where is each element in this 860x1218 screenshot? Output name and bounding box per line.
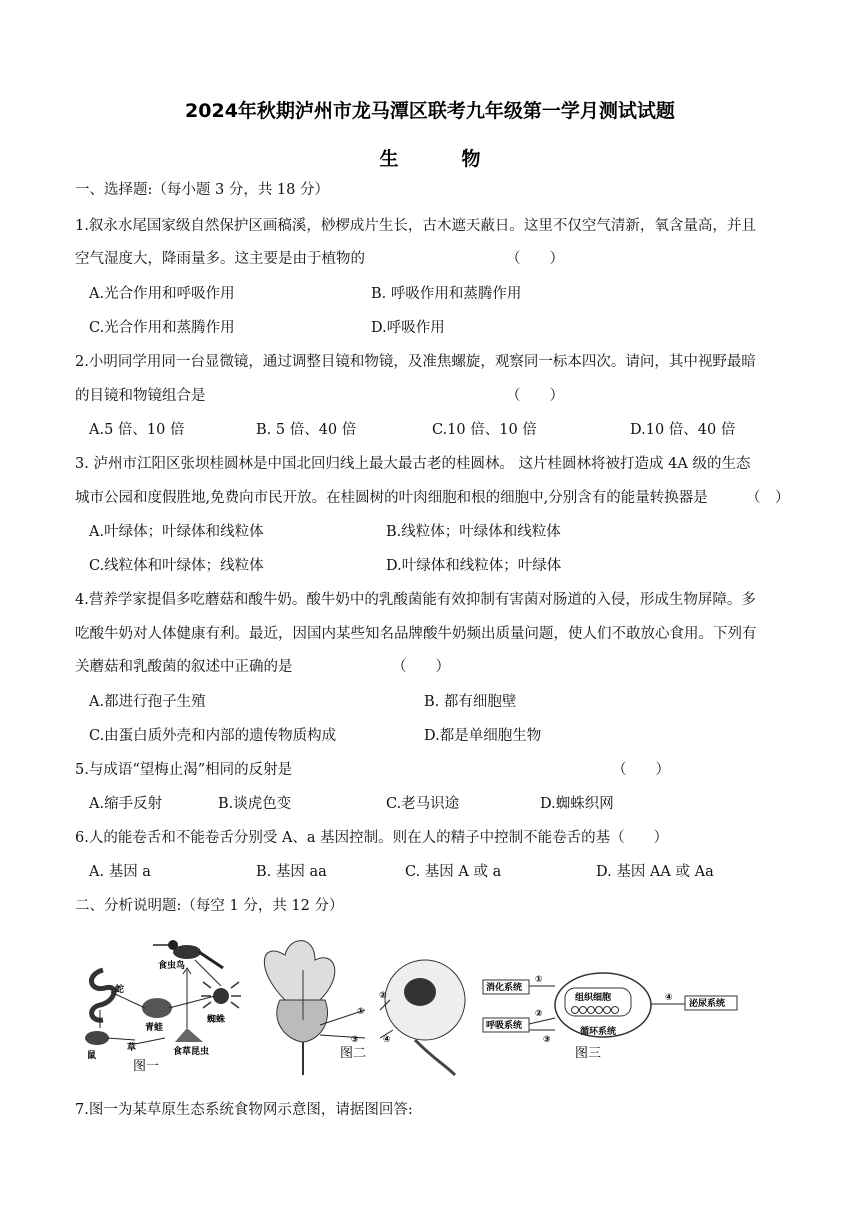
figure-two <box>264 941 465 1075</box>
option-a: A.5 倍、10 倍 <box>89 422 185 438</box>
label-spider: 蜘蛛 <box>207 1015 226 1025</box>
peach-drawing <box>385 960 465 1075</box>
mark-1: ① <box>535 975 543 985</box>
label-digest: 消化系统 <box>486 983 523 993</box>
label-tissue: 组织细胞 <box>575 993 612 1003</box>
option-c: C.线粒体和叶绿体；线粒体 <box>89 558 264 574</box>
label-circ: 循环系统 <box>580 1027 617 1037</box>
question-text: 7.图一为某草原生态系统食物网示意图，请据图回答: <box>75 1102 413 1118</box>
option-c: C.由蛋白质外壳和内部的遗传物质构成 <box>89 728 337 744</box>
option-b: B.线粒体；叶绿体和线粒体 <box>386 524 561 540</box>
option-a: A.光合作用和呼吸作用 <box>89 286 235 302</box>
label-grass: 草 <box>127 1043 137 1053</box>
question-text: 4.营养学家提倡多吃蘑菇和酸牛奶。酸牛奶中的乳酸菌能有效抑制有害菌对肠道的入侵，形成生物屏障。多 <box>75 592 756 608</box>
mouse-drawing <box>85 1031 109 1045</box>
option-a: A.叶绿体；叶绿体和线粒体 <box>89 524 264 540</box>
flower-arrows <box>320 1000 393 1038</box>
option-d: D.叶绿体和线粒体；叶绿体 <box>386 558 562 574</box>
snake-drawing <box>91 970 114 1020</box>
question-text: 空气湿度大，降雨量多。这主要是由于植物的 <box>75 251 365 267</box>
figures-strip <box>75 930 765 1080</box>
insect-drawing <box>175 1028 203 1042</box>
mark-1: ① <box>357 1007 365 1017</box>
answer-bracket: （ ） <box>746 490 790 506</box>
option-c: C. 基因 A 或 a <box>405 864 502 880</box>
label-insect: 食草昆虫 <box>173 1047 210 1057</box>
figure-one-caption: 图一 <box>133 1059 160 1074</box>
cell-dots <box>572 1007 619 1014</box>
figure-three <box>483 973 737 1061</box>
answer-bracket: （ ） <box>392 659 450 675</box>
option-d: D. 基因 AA 或 Aa <box>596 864 714 880</box>
answer-bracket: （ ） <box>506 251 564 267</box>
label-resp: 呼吸系统 <box>486 1021 523 1031</box>
option-c: C.10 倍、10 倍 <box>432 422 537 438</box>
figure-two-caption: 图二 <box>340 1046 367 1061</box>
mark-3: ③ <box>543 1035 551 1045</box>
mark-2: ② <box>379 991 387 1001</box>
question-text: 吃酸牛奶对人体健康有利。最近，因国内某些知名品牌酸牛奶频出质量问题，使人们不敢放心食用。下列有 <box>75 626 757 642</box>
figure-three-caption: 图三 <box>575 1046 602 1061</box>
option-d: D.呼吸作用 <box>371 320 445 336</box>
option-a: A. 基因 a <box>89 864 151 880</box>
question-text: 2.小明同学用同一台显微镜，通过调整目镜和物镜，及准焦螺旋，观察同一标本四次。请问，其中视野最暗 <box>75 354 756 370</box>
option-c: C.老马识途 <box>386 796 460 812</box>
exam-title: 2024年秋期泸州市龙马潭区联考九年级第一学月测试试题 <box>185 100 675 122</box>
option-d: D.都是单细胞生物 <box>424 728 542 744</box>
option-b: B. 呼吸作用和蒸腾作用 <box>371 286 522 302</box>
option-b: B. 都有细胞壁 <box>424 694 517 710</box>
answer-bracket: （ ） <box>612 762 670 778</box>
option-a: A.都进行孢子生殖 <box>89 694 206 710</box>
label-frog: 青蛙 <box>145 1023 164 1033</box>
mark-2: ② <box>535 1009 543 1019</box>
option-b: B. 5 倍、40 倍 <box>256 422 357 438</box>
option-b: B.谈虎色变 <box>218 796 292 812</box>
question-text: 的目镜和物镜组合是 <box>75 388 206 404</box>
section-heading: 一、选择题:（每小题 3 分，共 18 分） <box>75 182 329 198</box>
question-text: 城市公园和度假胜地,免费向市民开放。在桂圆树的叶肉细胞和根的细胞中,分别含有的能量转换器是 <box>75 490 708 506</box>
question-text: 3. 泸州市江阳区张坝桂圆林是中国北回归线上最大最古老的桂圆林。 这片桂圆林将被打造成 4A 级的生态 <box>75 456 751 472</box>
section-heading: 二、分析说明题:（每空 1 分，共 12 分） <box>75 898 344 914</box>
option-d: D.10 倍、40 倍 <box>630 422 736 438</box>
label-mouse: 鼠 <box>87 1051 97 1061</box>
mark-4: ④ <box>665 993 673 1003</box>
label-snake: 蛇 <box>115 985 125 995</box>
option-b: B. 基因 aa <box>256 864 327 880</box>
question-text: 6.人的能卷舌和不能卷舌分别受 A、a 基因控制。则在人的精子中控制不能卷舌的基（ ） <box>75 830 669 846</box>
frog-drawing <box>142 998 172 1018</box>
question-text: 关蘑菇和乳酸菌的叙述中正确的是 <box>75 659 293 675</box>
question-text: 5.与成语“望梅止渴”相同的反射是 <box>75 762 293 778</box>
mark-4: ④ <box>383 1035 391 1045</box>
answer-bracket: （ ） <box>506 388 564 404</box>
option-c: C.光合作用和蒸腾作用 <box>89 320 235 336</box>
label-urine: 泌尿系统 <box>689 999 726 1009</box>
label-bird: 食虫鸟 <box>158 961 186 971</box>
option-a: A.缩手反射 <box>89 796 163 812</box>
flower-drawing <box>264 941 334 1075</box>
figure-one <box>85 940 241 1074</box>
subject-title: 生 物 <box>379 148 503 170</box>
mark-3: ③ <box>351 1035 359 1045</box>
option-d: D.蜘蛛织网 <box>540 796 614 812</box>
question-text: 1.叙永水尾国家级自然保护区画稿溪，桫椤成片生长，古木遮天蔽日。这里不仅空气清新，氧含量高，并且 <box>75 218 756 234</box>
